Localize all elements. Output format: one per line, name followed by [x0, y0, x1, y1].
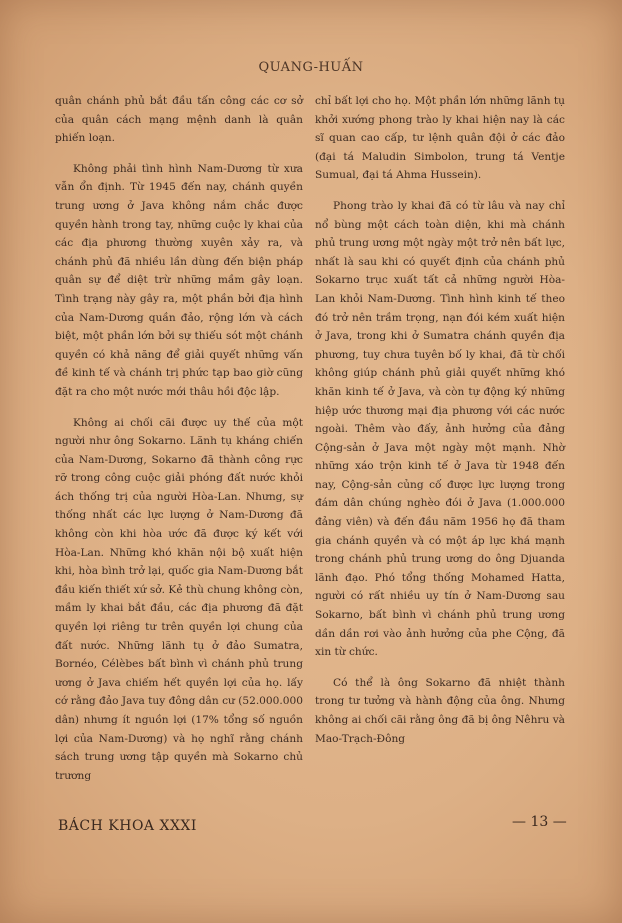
magazine-footer: BÁCH KHOA XXXI — [58, 818, 197, 834]
paragraph: quân chánh phủ bắt đầu tấn công các cơ sở của quân cách mạng mệnh danh là quân phiến loạn. — [55, 95, 303, 145]
paragraph: Không phải tình hình Nam-Dương từ xưa vẫn ổn định. Từ 1945 đến nay, chánh quyền trung ương ở Java không nắm chắc được quyền hành trong tay, những cuộc ly khai của các địa phương thường xuyên xảy ra, và chánh phủ đã nhiều lần dùng đến biện pháp quân sự để diệt trừ những mầm gây loạn. Tình trạng này gây ra, một phần bởi địa hình của Nam-Dương quần đảo, rộng lớn và cách biệt, một phần lớn bởi sự thiếu sót một chánh quyền có khả năng để giải quyết những vấn đề kinh tế và chánh trị phức tạp bao giờ cũng đặt ra cho một nước mới thâu hồi độc lập. — [55, 162, 303, 398]
left-column — [55, 92, 303, 797]
paragraph: Không ai chối cãi được uy thế của một người như ông Sokarno. Lãnh tụ kháng chiến của Nam-Dương, Sokarno đã thành công rực rỡ trong công cuộc giải phóng đất nước khỏi ách thống trị của người Hòa-Lan. Nhưng, sự thống nhất các lực lượng ở Nam-Dương đã không còn khi hòa ước đã được ký kết với Hòa-Lan. Những khó khăn nội bộ xuất hiện khi, hòa bình trở lại, quốc gia Nam-Dương bắt đầu kiến thiết xứ sở. Kẻ thù chung không còn, mầm ly khai bắt đầu, các địa phương đã đặt quyền lợi riêng tư trên quyền lợi chung của đất nước. Những lãnh tụ ở đảo Sumatra, Bornéo, Célèbes bất bình vì chánh phủ trung ương ở Java chiếm hết quyền lợi của họ. lấy cớ rằng đảo Java tuy đông dân cư (52.000.000 dân) nhưng ít nguồn lợi (17% tổng số nguồn lợi của Nam-Dương) và họ nghĩ rằng chánh sách trung ương tập quyền mà Sokarno chủ trương — [55, 416, 303, 782]
right-column — [315, 92, 565, 760]
running-head: QUANG-HUẤN — [258, 60, 364, 75]
paragraph: chỉ bất lợi cho họ. Một phần lớn những lãnh tụ khởi xướng phong trào ly khai hiện nay là các sĩ quan cao cấp, tư lệnh quân đội ở các đảo (đại tá Maludin Simbolon, trung tá Ventje Sumual, đại tá Ahma Hussein). — [315, 95, 565, 182]
page-number: — 13 — — [512, 814, 567, 830]
paragraph: Phong trào ly khai đã có từ lâu và nay chỉ nổ bùng một cách toàn diện, khi mà chánh phủ trung ương một ngày một trở nên bất lực, nhất là sau khi có quyết định của chánh phủ Sokarno trục xuất tất cả những người Hòa-Lan khỏi Nam-Dương. Tình hình kinh tế theo đó trở nên trầm trọng, nạn đói kém xuất hiện ở Java, trong khi ở Sumatra chánh quyền địa phương, tuy chưa tuyên bố ly khai, đã từ chối không giúp chánh phủ giải quyết những khó khăn kinh tế ở Java, và còn tự động ký những hiệp ước thương mại địa phương với các nước ngoài. Thêm vào đấy, ảnh hưởng của đảng Cộng-sản ở Java một ngày một mạnh. Nhờ những xáo trộn kinh tế ở Java từ 1948 đến nay, Cộng-sản củng cố được lực lượng trong đám dân chúng nghèo đói ở Java (1.000.000 đảng viên) và đến đầu năm 1956 họ đã tham gia chánh quyền và có một áp lực khá mạnh trong chánh phủ trung ương do ông Djuanda lãnh đạo. Phó tổng thống Mohamed Hatta, người có rất nhiều uy tín ở Nam-Dương sau Sokarno, bất bình vì chánh phủ trung ương dần dần rơi vào ảnh hưởng của phe Cộng, đã xin từ chức. — [315, 199, 565, 659]
paragraph: Có thể là ông Sokarno đã nhiệt thành trong tư tưởng và hành động của ông. Nhưng không ai chối cãi rằng ông đã bị ông Nêhru và Mao-Trạch-Đông — [315, 676, 565, 745]
